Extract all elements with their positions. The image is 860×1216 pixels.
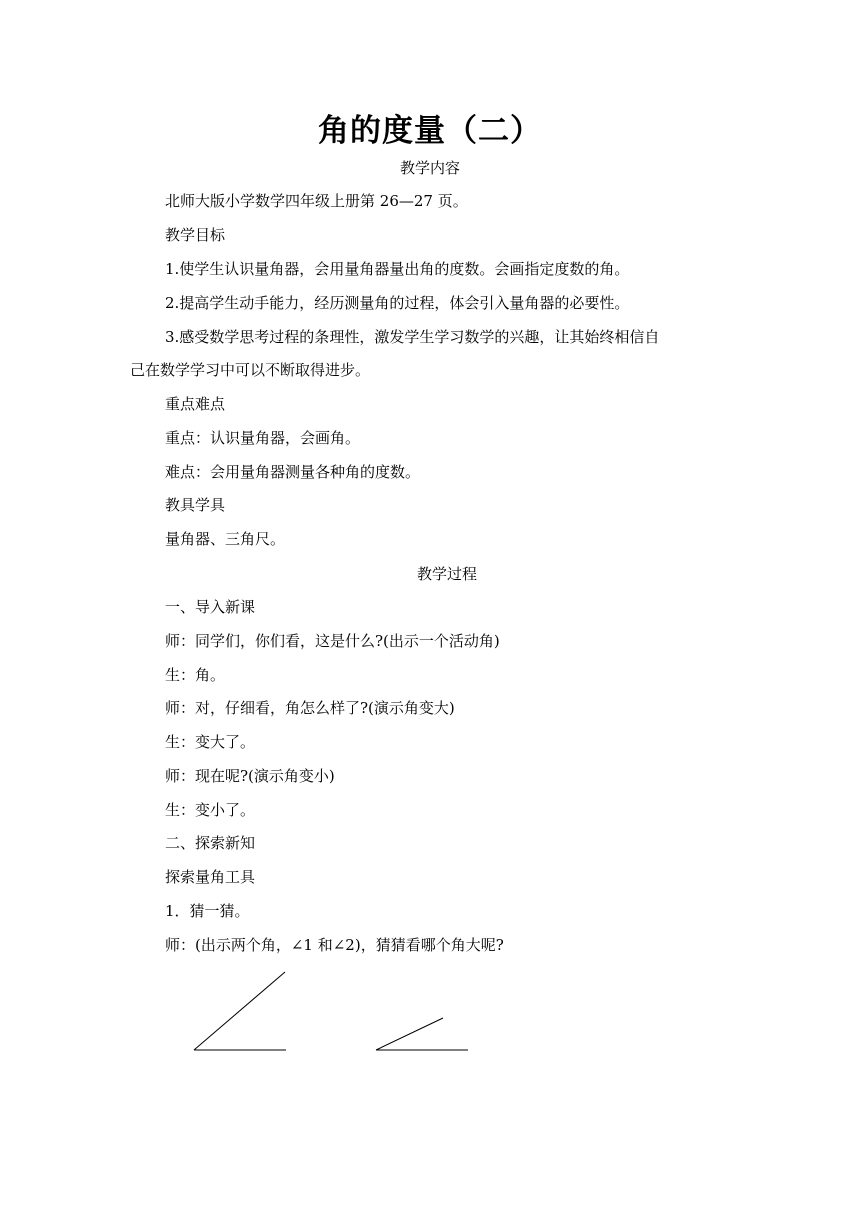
- dialog-2: 生：角。: [165, 666, 226, 684]
- angle-2-figure: [376, 1018, 468, 1050]
- key-point: 重点：认识量角器，会画角。: [165, 429, 361, 447]
- dialog-7: 师：(出示两个角，∠1 和∠2)，猜猜看哪个角大呢?: [165, 936, 504, 954]
- angle-1-figure: [194, 972, 286, 1050]
- dialog-6: 生：变小了。: [165, 801, 256, 819]
- subsection: 探索量角工具: [165, 868, 256, 886]
- goal-3-line-2: 己在数学学习中可以不断取得进步。: [130, 361, 371, 379]
- goal-3-line-1: 3.感受数学思考过程的条理性，激发学生学习数学的兴趣，让其始终相信自: [165, 328, 660, 346]
- step-1: 1．猜一猜。: [165, 902, 250, 920]
- heading-tools: 教具学具: [165, 496, 226, 514]
- difficulty: 难点：会用量角器测量各种角的度数。: [165, 463, 421, 481]
- goal-1: 1.使学生认识量角器，会用量角器量出角的度数。会画指定度数的角。: [165, 260, 630, 278]
- goal-2: 2.提高学生动手能力，经历测量角的过程，体会引入量角器的必要性。: [165, 294, 630, 312]
- heading-content: 教学内容: [399, 159, 460, 177]
- heading-process: 教学过程: [416, 565, 477, 583]
- dialog-1: 师：同学们，你们看，这是什么?(出示一个活动角): [165, 632, 500, 650]
- dialog-4: 生：变大了。: [165, 733, 256, 751]
- dialog-3: 师：对，仔细看，角怎么样了?(演示角变大): [165, 699, 455, 717]
- heading-goals: 教学目标: [165, 226, 226, 244]
- angle-2-upper-ray: [376, 1018, 443, 1050]
- section-1: 一、导入新课: [165, 598, 256, 616]
- angle-1-upper-ray: [194, 972, 285, 1050]
- dialog-5: 师：现在呢?(演示角变小): [165, 767, 335, 785]
- heading-key-points: 重点难点: [165, 395, 226, 413]
- document-title: 角的度量（二）: [318, 113, 542, 149]
- tools-text: 量角器、三角尺。: [165, 530, 286, 548]
- section-2: 二、探索新知: [165, 834, 256, 852]
- content-text: 北师大版小学数学四年级上册第 26—27 页。: [165, 192, 468, 210]
